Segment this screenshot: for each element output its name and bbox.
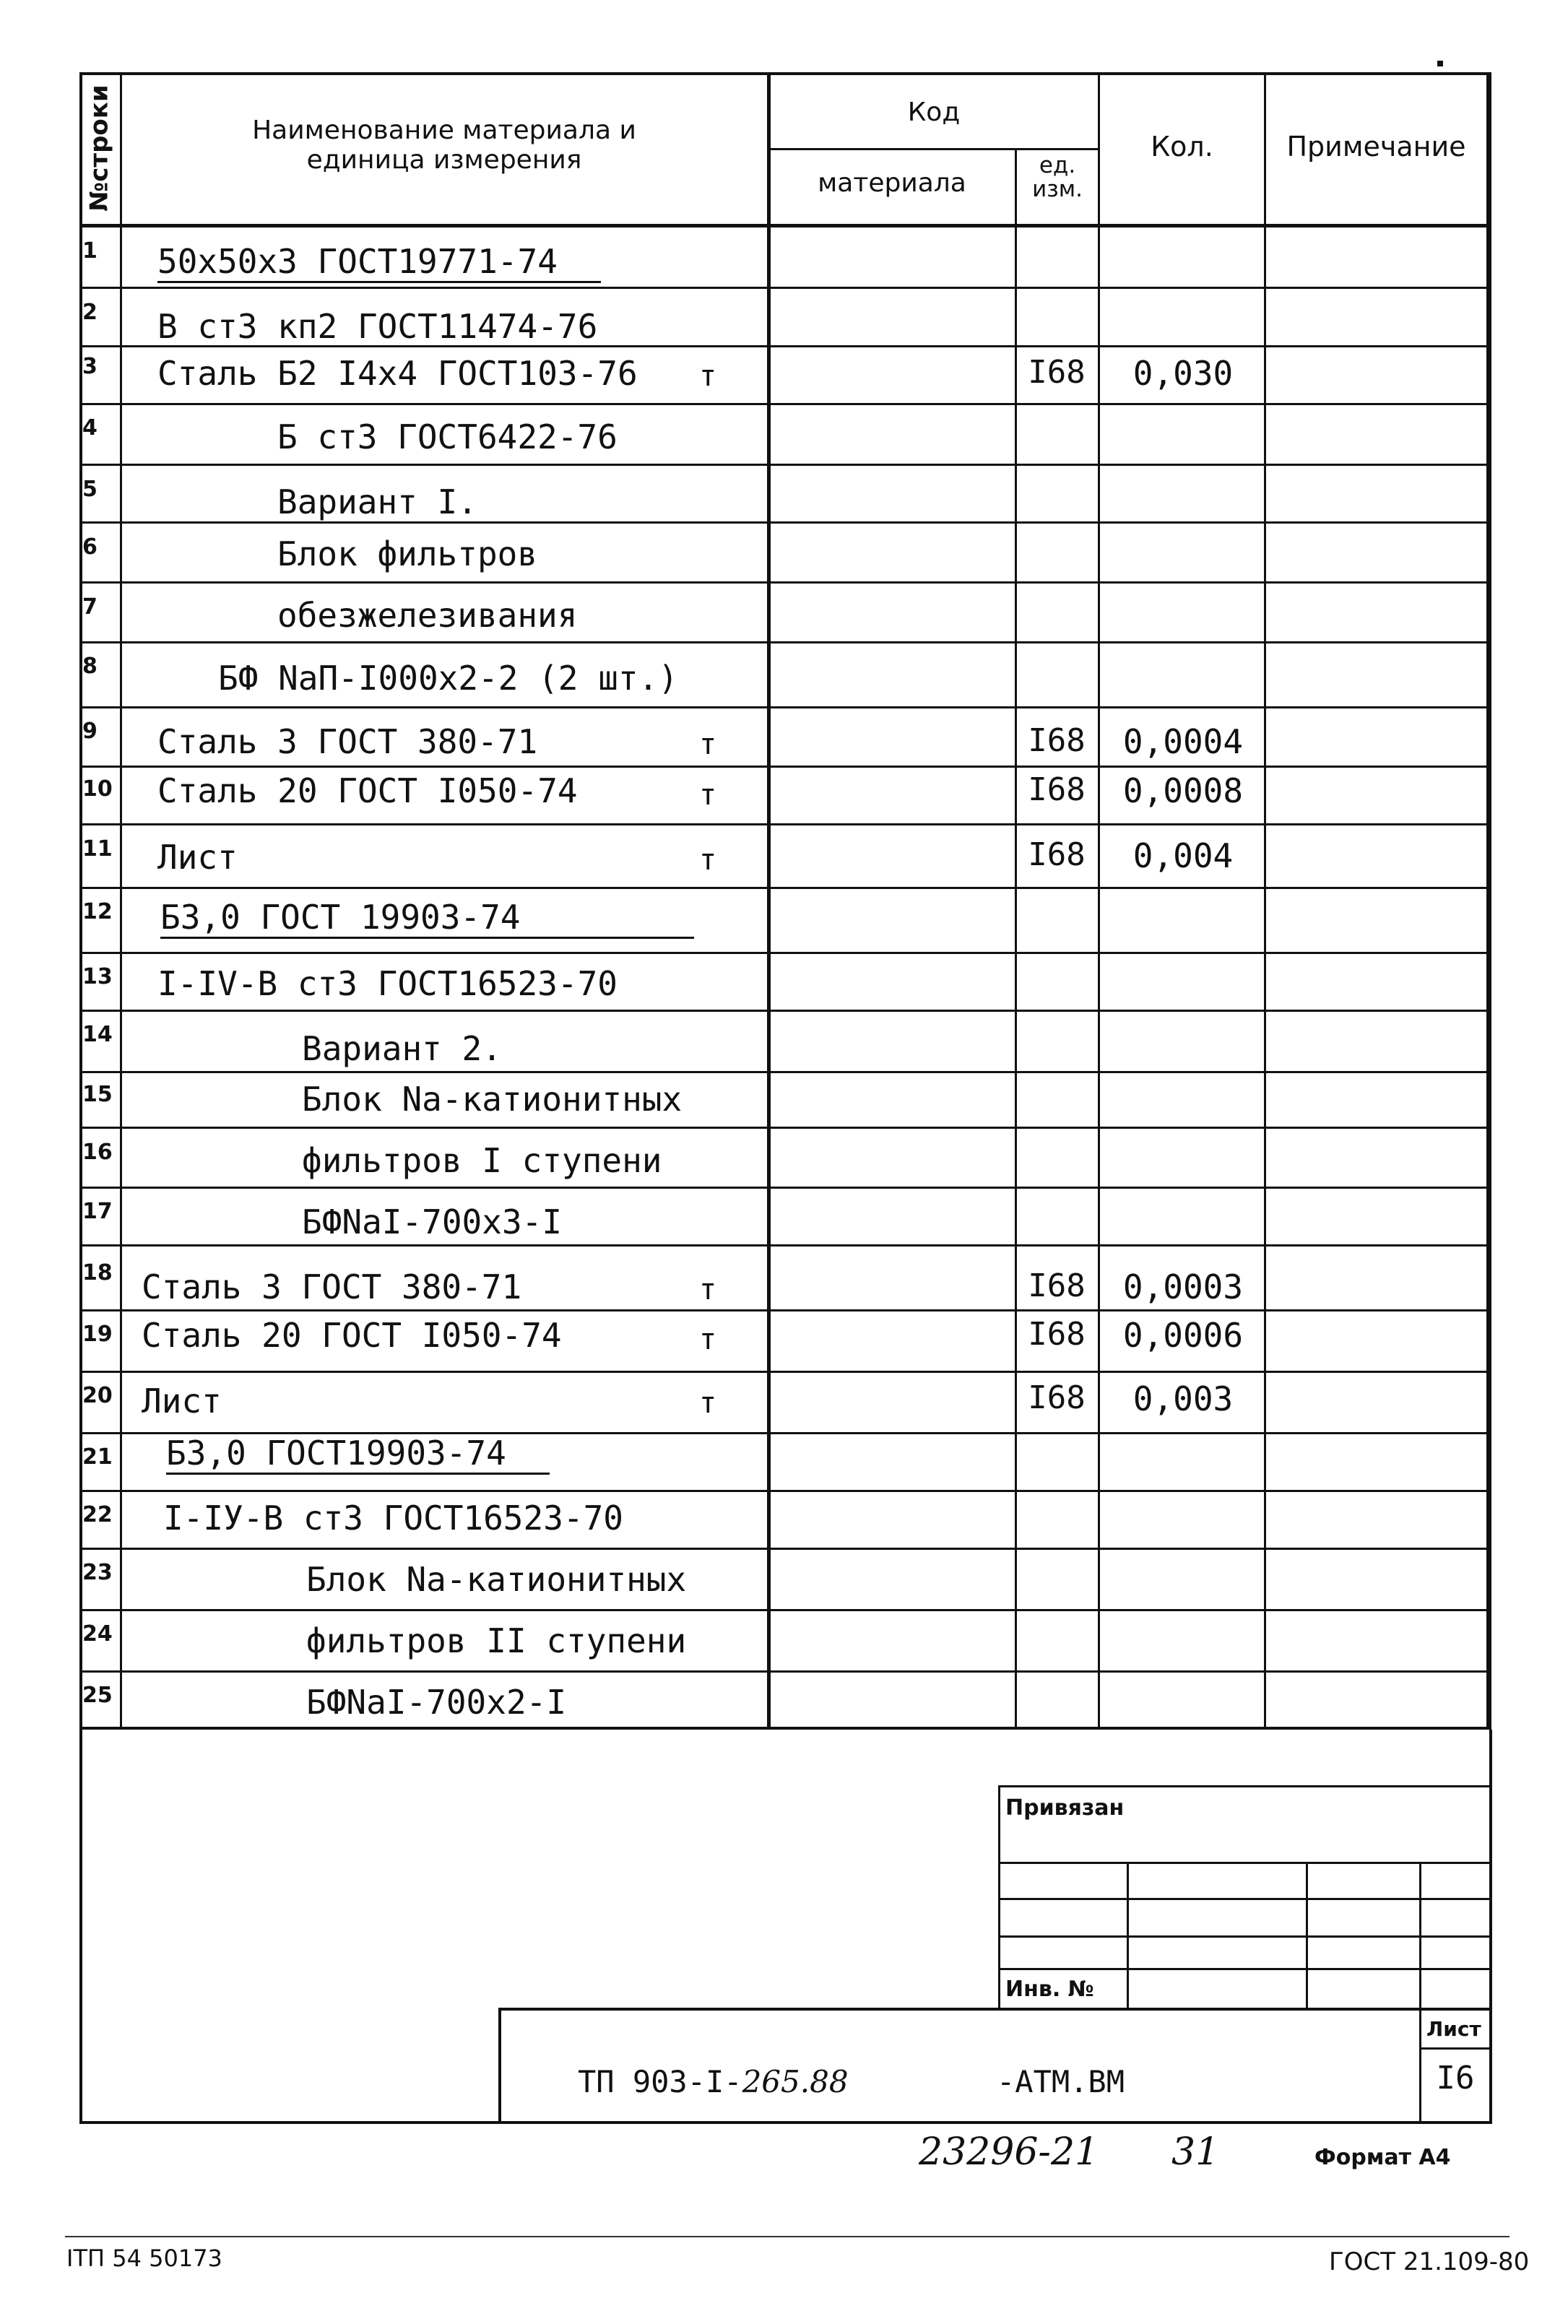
row-number: 21: [82, 1444, 113, 1470]
row-name: Сталь 20 ГОСТ I050-74: [142, 1316, 562, 1355]
row-name: Вариант 2.: [302, 1029, 502, 1068]
row-name: I-IУ-В ст3 ГОСТ16523-70: [163, 1499, 623, 1538]
code-header: Код: [907, 97, 961, 127]
attachment-col: [1419, 1862, 1421, 2008]
attachment-line: [998, 1898, 1489, 1900]
attached-label: Привязан: [1005, 1795, 1125, 1821]
row-name: Сталь 20 ГОСТ I050-74: [157, 771, 578, 810]
row-name: Лист: [157, 838, 238, 877]
row-unit: т: [699, 728, 717, 761]
doc-code-prefix: ТП 903-I-: [578, 2064, 742, 2099]
document-code: [578, 2064, 849, 2099]
row-unit: т: [699, 779, 717, 812]
row-number: 13: [82, 964, 113, 989]
row-line: [79, 464, 1491, 466]
row-line: [79, 1309, 1491, 1311]
row-number: 18: [82, 1260, 113, 1285]
row-unit: т: [699, 844, 717, 877]
row-name: Блок фильтров: [277, 534, 538, 573]
row-qty: 0,0006: [1122, 1316, 1244, 1355]
row-number-header: №строки: [85, 84, 114, 212]
doc-code-handwritten: 265.88: [742, 2064, 849, 2099]
attachment-line: [998, 1968, 1489, 1970]
handwritten-page: 31: [1171, 2130, 1220, 2174]
row-unit: т: [699, 1387, 717, 1420]
row-line: [79, 1187, 1491, 1189]
row-unit: т: [699, 1273, 717, 1306]
row-number: 7: [82, 594, 98, 620]
row-number: 17: [82, 1199, 113, 1224]
code-subheader-line: [767, 148, 1099, 150]
sheet-label: Лист: [1426, 2017, 1481, 2041]
row-code: I68: [1028, 1316, 1086, 1353]
row-name: Сталь 3 ГОСТ 380-71: [157, 722, 538, 761]
row-line: [79, 1490, 1491, 1492]
col-line-unit: [1098, 72, 1100, 1730]
row-number: 14: [82, 1022, 113, 1047]
row-line: [79, 287, 1491, 289]
row-number: 6: [82, 534, 98, 560]
row-name: БФNаI-700x3-I: [302, 1202, 563, 1241]
qty-header: Кол.: [1151, 131, 1213, 162]
row-number: 1: [82, 238, 98, 264]
row-name: Лист: [142, 1382, 222, 1421]
footer-left-code: ІТП 54 50173: [66, 2245, 222, 2272]
row-number: 11: [82, 836, 113, 862]
row-name: Вариант I.: [277, 482, 477, 521]
row-number: 12: [82, 899, 113, 924]
note-header: Примечание: [1286, 131, 1466, 162]
attachment-line: [998, 1935, 1489, 1938]
inv-label: Инв. №: [1005, 1977, 1094, 2002]
row-unit: т: [699, 1323, 717, 1356]
row-number: 19: [82, 1322, 113, 1347]
row-name: фильтров II ступени: [306, 1621, 687, 1660]
row-qty: 0,0003: [1122, 1267, 1244, 1306]
row-number: 24: [82, 1621, 113, 1647]
row-name: БФ NаП-I000x2-2 (2 шт.): [218, 659, 678, 698]
row-number: 9: [82, 719, 98, 744]
row-line: [79, 1548, 1491, 1550]
row-line: [79, 1371, 1491, 1373]
row-line: [79, 403, 1491, 405]
row-line: [79, 1127, 1491, 1129]
row-name: Сталь Б2 I4x4 ГОСТ103-76: [157, 354, 638, 393]
row-name: Блок Nа-катионитных: [306, 1560, 687, 1599]
row-line: [79, 823, 1491, 825]
unit-header: ед. изм.: [1032, 152, 1083, 202]
material-header: материала: [818, 168, 966, 198]
row-name: I-IV-В ст3 ГОСТ16523-70: [157, 964, 618, 1003]
lower-frame-right: [1489, 1730, 1492, 2123]
row-number: 10: [82, 776, 113, 802]
row-qty: 0,004: [1132, 836, 1234, 875]
row-code: I68: [1028, 836, 1086, 873]
handwritten-number: 23296-21: [919, 2130, 1099, 2174]
row-number: 16: [82, 1140, 113, 1165]
row-number: 5: [82, 477, 98, 502]
row-line: [79, 641, 1491, 643]
row-name: Б3,0 ГОСТ 19903-74: [160, 898, 694, 939]
name-header: Наименование материала и единица измерения: [252, 116, 636, 175]
col-line-rowno: [120, 72, 122, 1730]
row-line: [79, 1244, 1491, 1246]
row-line: [79, 766, 1491, 768]
row-line: [79, 521, 1491, 524]
row-line: [79, 887, 1491, 889]
row-name: Сталь 3 ГОСТ 380-71: [142, 1267, 522, 1306]
row-number: 20: [82, 1383, 113, 1408]
sheet-label-line: [1419, 2047, 1489, 2050]
header-divider: [79, 224, 1491, 227]
corner-mark: [1437, 61, 1443, 66]
row-name: БФNаI-700x2-I: [306, 1683, 567, 1722]
row-name: Б3,0 ГОСТ19903-74: [166, 1434, 550, 1475]
row-qty: 0,0008: [1122, 771, 1244, 810]
row-name: 50x50x3 ГОСТ19771-74: [157, 242, 601, 283]
row-qty: 0,003: [1132, 1379, 1234, 1418]
row-number: 4: [82, 415, 98, 441]
row-line: [79, 706, 1491, 708]
attachment-col: [1127, 1862, 1129, 2008]
row-line: [79, 952, 1491, 954]
lower-frame-left: [79, 1730, 82, 2123]
row-number: 8: [82, 654, 98, 679]
attachment-col: [1306, 1862, 1308, 2008]
page-bottom-rule: [65, 2236, 1509, 2237]
row-unit: т: [699, 360, 717, 393]
row-number: 25: [82, 1683, 113, 1708]
row-code: I68: [1028, 771, 1086, 808]
row-name: обезжелезивания: [277, 596, 578, 635]
row-number: 3: [82, 354, 98, 379]
attachment-line: [998, 1862, 1489, 1864]
row-code: I68: [1028, 722, 1086, 759]
row-code: I68: [1028, 354, 1086, 391]
row-line: [79, 1010, 1491, 1012]
row-qty: 0,030: [1132, 354, 1234, 393]
row-line: [79, 1670, 1491, 1673]
sheet-number: I6: [1436, 2060, 1475, 2097]
row-name: фильтров I ступени: [302, 1141, 662, 1180]
document-code-suffix: -АТМ.ВМ: [997, 2064, 1125, 2099]
format-label: Формат А4: [1314, 2145, 1451, 2170]
col-line-qty: [1264, 72, 1266, 1730]
row-number: 23: [82, 1560, 113, 1585]
col-line-note: [1486, 72, 1489, 1730]
row-number: 2: [82, 300, 98, 325]
row-line: [79, 1609, 1491, 1611]
row-line: [79, 1071, 1491, 1073]
col-line-name: [767, 72, 771, 1730]
row-number: 22: [82, 1502, 113, 1527]
row-code: I68: [1028, 1267, 1086, 1304]
row-name: В ст3 кп2 ГОСТ11474-76: [157, 307, 598, 346]
row-name: Блок Nа-катионитных: [302, 1080, 683, 1119]
row-number: 15: [82, 1082, 113, 1107]
row-qty: 0,0004: [1122, 722, 1244, 761]
row-line: [79, 581, 1491, 584]
row-name: Б ст3 ГОСТ6422-76: [277, 417, 618, 456]
row-code: I68: [1028, 1379, 1086, 1416]
footer-right-code: ГОСТ 21.109-80: [1329, 2247, 1530, 2276]
